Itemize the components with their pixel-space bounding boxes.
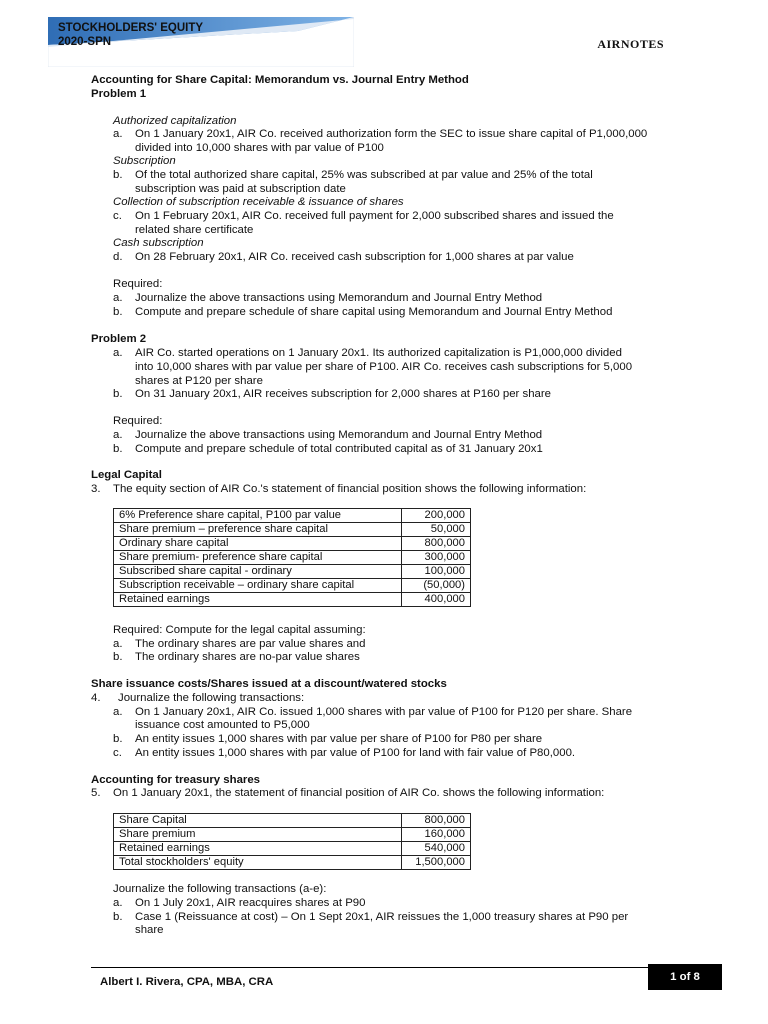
heading-authorized: Authorized capitalization [113, 115, 237, 127]
item-number: 3. [91, 483, 101, 495]
p2-a-line2: into 10,000 shares with par value per share of P100. AIR Co. receives cash subscriptions for 5,000 [135, 361, 633, 373]
item-label: b. [113, 651, 123, 663]
p1-d-line1: On 28 February 20x1, AIR Co. received cash subscription for 1,000 shares at par value [135, 251, 574, 263]
table-cell-value: 100,000 [402, 565, 471, 579]
table-cell-value: 800,000 [402, 814, 471, 828]
table-cell-value: 300,000 [402, 551, 471, 565]
treasury-heading: Accounting for treasury shares [91, 774, 261, 786]
p4-b-line1: An entity issues 1,000 shares with par value per share of P100 for P80 per share [135, 733, 543, 745]
table-cell-value: 400,000 [402, 593, 471, 607]
table-row [114, 523, 471, 537]
p1-b-line1: Of the total authorized share capital, 25% was subscribed at par value and 25% of the total [135, 169, 593, 181]
page-number: 1 of 8 [648, 964, 722, 990]
p2-a-line1: AIR Co. started operations on 1 January 20x1. Its authorized capitalization is P1,000,000 divided [135, 347, 622, 359]
item-label: c. [113, 210, 122, 222]
table-cell-value: 50,000 [402, 523, 471, 537]
brand-name: AIRNOTES [597, 37, 664, 51]
table-cell-value: (50,000) [402, 579, 471, 593]
item-label: a. [113, 638, 123, 650]
table-cell-label: 6% Preference share capital, P100 par value [114, 509, 402, 523]
equity-table [113, 508, 471, 607]
financial-position-table [113, 813, 471, 870]
p2-req-b: Compute and prepare schedule of total contributed capital as of 31 January 20x1 [135, 443, 543, 455]
p1-a-line1: On 1 January 20x1, AIR Co. received authorization form the SEC to issue share capital of P1,000,000 [135, 128, 648, 140]
table-cell-value: 160,000 [402, 828, 471, 842]
footer-divider [91, 967, 721, 968]
p1-required: Required: [113, 278, 163, 290]
p1-c-line1: On 1 February 20x1, AIR Co. received full payment for 2,000 subscribed shares and issued the [135, 210, 614, 222]
item-label: b. [113, 388, 123, 400]
table-row [114, 856, 471, 870]
item-label: a. [113, 429, 123, 441]
p2-req-a: Journalize the above transactions using Memorandum and Journal Entry Method [135, 429, 543, 441]
item-label: a. [113, 347, 123, 359]
item-label: b. [113, 169, 123, 181]
item-label: a. [113, 292, 123, 304]
legal-capital-heading: Legal Capital [91, 469, 162, 481]
item-label: b. [113, 443, 123, 455]
table-cell-label: Retained earnings [114, 842, 402, 856]
table-row [114, 828, 471, 842]
table-cell-label: Share premium [114, 828, 402, 842]
problem2-heading: Problem 2 [91, 333, 147, 345]
table-cell-label: Share premium- preference share capital [114, 551, 402, 565]
item-label: a. [113, 128, 123, 140]
heading-cash: Cash subscription [113, 237, 204, 249]
table-cell-value: 1,500,000 [402, 856, 471, 870]
table-cell-label: Retained earnings [114, 593, 402, 607]
p5-a-line1: On 1 July 20x1, AIR reacquires shares at P90 [135, 897, 366, 909]
p1-req-a: Journalize the above transactions using Memorandum and Journal Entry Method [135, 292, 543, 304]
p4-a-line2: issuance cost amounted to P5,000 [135, 719, 310, 731]
p4-a-line1: On 1 January 20x1, AIR Co. issued 1,000 shares with par value of P100 for P120 per share. Share [135, 706, 633, 718]
table-row [114, 537, 471, 551]
p4-intro: Journalize the following transactions: [118, 692, 305, 704]
table-cell-label: Subscribed share capital - ordinary [114, 565, 402, 579]
p5-b-line1: Case 1 (Reissuance at cost) – On 1 Sept 20x1, AIR reissues the 1,000 treasury shares at P90 per [135, 911, 629, 923]
p5-intro: On 1 January 20x1, the statement of financial position of AIR Co. shows the following information: [113, 787, 605, 799]
p3-intro: The equity section of AIR Co.'s statement of financial position shows the following information: [113, 483, 587, 495]
heading-subscription: Subscription [113, 155, 176, 167]
p2-a-line3: shares at P120 per share [135, 375, 263, 387]
table-cell-label: Share premium – preference share capital [114, 523, 402, 537]
p2-b-line1: On 31 January 20x1, AIR receives subscription for 2,000 shares at P160 per share [135, 388, 551, 400]
item-label: c. [113, 747, 122, 759]
item-label: a. [113, 706, 123, 718]
p1-req-b: Compute and prepare schedule of share capital using Memorandum and Journal Entry Method [135, 306, 613, 318]
banner-line2: 2020-SPN [58, 36, 112, 48]
table-row [114, 814, 471, 828]
heading-collection: Collection of subscription receivable & issuance of shares [113, 196, 404, 208]
problem1-heading: Problem 1 [91, 88, 147, 100]
item-label: a. [113, 897, 123, 909]
p1-b-line2: subscription was paid at subscription date [135, 183, 346, 195]
p5-journalize: Journalize the following transactions (a-e): [113, 883, 327, 895]
table-cell-value: 200,000 [402, 509, 471, 523]
p1-a-line2: divided into 10,000 shares with par value of P100 [135, 142, 384, 154]
table-row [114, 509, 471, 523]
table-row [114, 593, 471, 607]
item-label: d. [113, 251, 123, 263]
item-label: b. [113, 911, 123, 923]
item-number: 4. [91, 692, 101, 704]
table-cell-label: Subscription receivable – ordinary share capital [114, 579, 402, 593]
table-cell-label: Ordinary share capital [114, 537, 402, 551]
table-cell-label: Share Capital [114, 814, 402, 828]
banner-line1: STOCKHOLDERS' EQUITY [58, 22, 204, 34]
p3-req-b: The ordinary shares are no-par value shares [135, 651, 360, 663]
table-row [114, 551, 471, 565]
banner-title [58, 21, 203, 49]
table-row [114, 565, 471, 579]
section1-title: Accounting for Share Capital: Memorandum vs. Journal Entry Method [91, 74, 469, 86]
p3-required: Required: Compute for the legal capital assuming: [113, 624, 366, 636]
p4-c-line1: An entity issues 1,000 shares with par value of P100 for land with fair value of P80,000. [135, 747, 576, 759]
table-cell-label: Total stockholders' equity [114, 856, 402, 870]
share-issuance-heading: Share issuance costs/Shares issued at a discount/watered stocks [91, 678, 447, 690]
table-row [114, 842, 471, 856]
p1-c-line2: related share certificate [135, 224, 254, 236]
item-label: b. [113, 306, 123, 318]
table-cell-value: 800,000 [402, 537, 471, 551]
p5-b-line2: share [135, 924, 164, 936]
p2-required: Required: [113, 415, 163, 427]
item-label: b. [113, 733, 123, 745]
footer-author: Albert I. Rivera, CPA, MBA, CRA [100, 976, 274, 988]
p3-req-a: The ordinary shares are par value shares and [135, 638, 366, 650]
table-row [114, 579, 471, 593]
table-cell-value: 540,000 [402, 842, 471, 856]
item-number: 5. [91, 787, 101, 799]
